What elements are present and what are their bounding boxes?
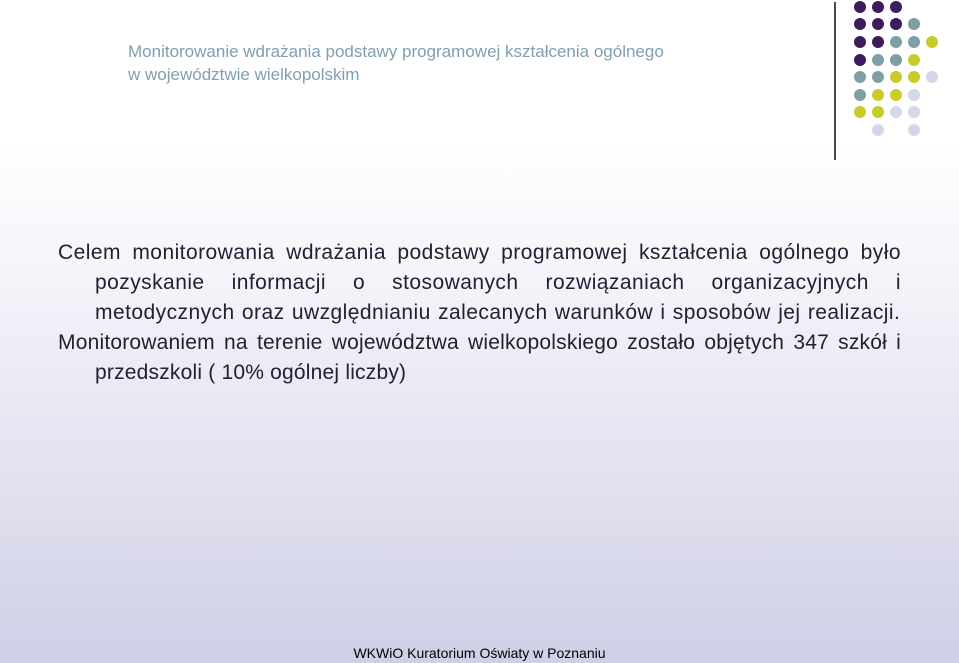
dot [908, 89, 920, 101]
dot [872, 18, 884, 30]
dot [854, 18, 866, 30]
dot [890, 1, 902, 13]
dot [854, 106, 866, 118]
dot [890, 89, 902, 101]
dot [854, 89, 866, 101]
dot [854, 54, 866, 66]
dot [908, 124, 920, 136]
slide-title-line-1: Monitorowanie wdrażania podstawy programowej kształcenia ogólnego [128, 42, 664, 61]
dot [854, 36, 866, 48]
dot [890, 54, 902, 66]
dot [908, 18, 920, 30]
dot [872, 124, 884, 136]
dot [908, 36, 920, 48]
decorative-dot-grid [0, 0, 959, 160]
dot [872, 36, 884, 48]
dot [854, 1, 866, 13]
dot [908, 54, 920, 66]
dot [908, 106, 920, 118]
dot [908, 71, 920, 83]
slide-title-line-2: w województwie wielkopolskim [128, 65, 360, 84]
dot [872, 54, 884, 66]
dot [890, 71, 902, 83]
dot [872, 1, 884, 13]
dot [872, 106, 884, 118]
body-paragraph-1: Celem monitorowania wdrażania podstawy programowej kształcenia ogólnego było pozyskanie informacji o stosowanych rozwiązaniach organizacyjnych i metodycznych oraz uwzględnianiu zalecanych warunków i sposobów jej realizacji. [58, 241, 901, 324]
dot [926, 36, 938, 48]
dot [890, 106, 902, 118]
slide-body [58, 238, 901, 388]
slide-footer: WKWiO Kuratorium Oświaty w Poznaniu [353, 645, 606, 661]
body-paragraph-2: Monitorowaniem na terenie województwa wielkopolskiego zostało objętych 347 szkół i przedszkoli ( 10% ogólnej liczby) [58, 331, 901, 384]
dot [872, 89, 884, 101]
dot [872, 71, 884, 83]
dot [926, 71, 938, 83]
dot [890, 36, 902, 48]
dot [854, 71, 866, 83]
dot [890, 18, 902, 30]
